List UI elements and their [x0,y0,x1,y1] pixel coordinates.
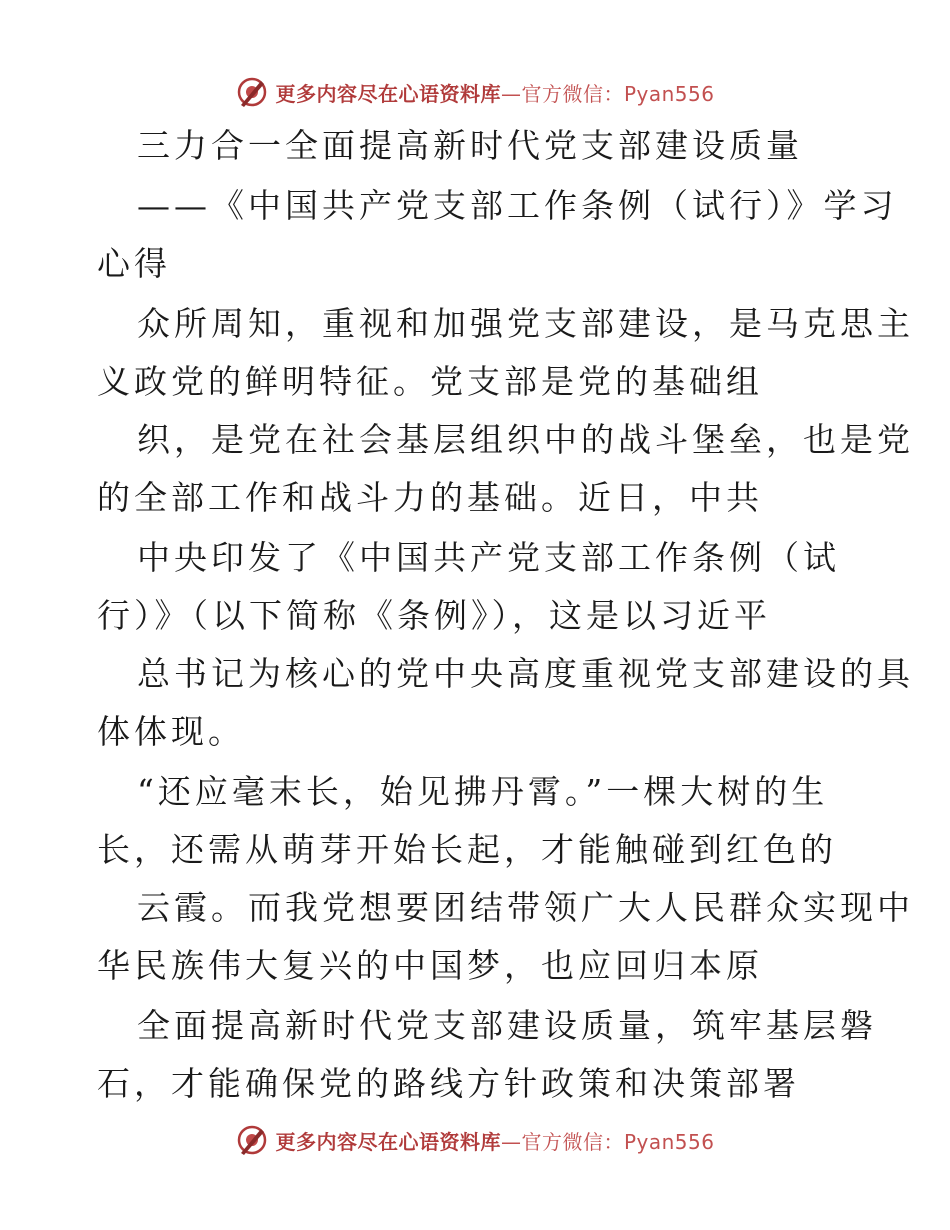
paragraph-line: 云霞。而我党想要团结带领广大人民群众实现中 [137,888,914,927]
footer-watermark [0,1120,950,1160]
doc-title: 三力合一全面提高新时代党支部建设质量 [137,126,803,165]
paragraph-line: 义政党的鲜明特征。党支部是党的基础组 [97,362,763,401]
watermark-site: 更多内容尽在心语资料库 [275,81,501,106]
header-watermark [0,72,950,112]
quill-logo-icon [235,1123,269,1157]
paragraph-line: 中央印发了《中国共产党支部工作条例（试 [137,538,840,577]
paragraph-line: 全面提高新时代党支部建设质量，筑牢基层磐 [137,1006,877,1045]
watermark-text [275,78,714,107]
paragraph-line: 长，还需从萌芽开始长起，才能触碰到红色的 [97,830,837,869]
watermark-text [275,1126,714,1155]
paragraph-line: 的全部工作和战斗力的基础。近日，中共 [97,478,763,517]
quill-logo-icon [235,75,269,109]
paragraph-line: 总书记为核心的党中央高度重视党支部建设的具 [137,654,914,693]
watermark-separator: — [500,1129,522,1154]
paragraph-line: 华民族伟大复兴的中国梦，也应回归本原 [97,946,763,985]
doc-subtitle-end: 心得 [97,244,171,283]
paragraph-line: 行）》（以下简称《条例》），这是以习近平 [97,596,771,635]
paragraph-line: 石，才能确保党的路线方针政策和决策部署 [97,1064,800,1103]
watermark-wechat: 官方微信：Pyan556 [521,1129,715,1154]
watermark-separator: — [500,81,522,106]
watermark-wechat: 官方微信：Pyan556 [521,81,715,106]
paragraph-line: 体体现。 [97,712,245,751]
paragraph-line: “还应毫末长，始见拂丹霄。”一棵大树的生 [137,772,829,811]
doc-subtitle: ——《中国共产党支部工作条例（试行）》学习 [137,186,898,225]
watermark-site: 更多内容尽在心语资料库 [275,1129,501,1154]
paragraph-line: 众所周知，重视和加强党支部建设，是马克思主 [137,304,914,343]
paragraph-line: 织，是党在社会基层组织中的战斗堡垒，也是党 [137,420,914,459]
